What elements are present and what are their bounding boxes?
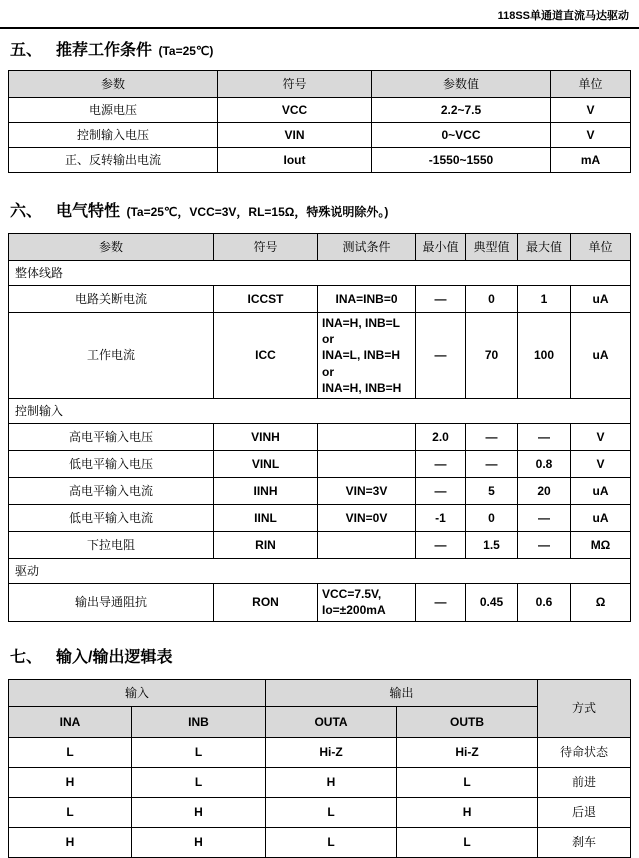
cell-symbol: RON [214, 583, 318, 621]
cell-value: 2.2~7.5 [372, 98, 551, 123]
header-cell-input-group: 输入 [9, 679, 266, 706]
cell-param: 输出导通阻抗 [9, 583, 214, 621]
cell-cond [318, 531, 416, 558]
cell-param: 低电平输入电压 [9, 450, 214, 477]
header-cell-outb: OUTB [397, 706, 538, 737]
cell-typ: 1.5 [466, 531, 518, 558]
cell-symbol: VINH [214, 423, 318, 450]
cell-min: -1 [416, 504, 466, 531]
table-subheader-row [9, 706, 631, 737]
cell-outa: H [266, 767, 397, 797]
cell-param: 高电平输入电流 [9, 477, 214, 504]
cell-symbol: ICCST [214, 286, 318, 313]
cell-unit: V [551, 123, 631, 148]
table-row [9, 477, 631, 504]
cell-typ: — [466, 450, 518, 477]
header-cell-param: 参数 [9, 234, 214, 261]
cell-cond [318, 450, 416, 477]
cell-min: — [416, 583, 466, 621]
header-cell-cond: 测试条件 [318, 234, 416, 261]
cell-unit: Ω [571, 583, 631, 621]
cell-max: 0.8 [518, 450, 571, 477]
recommended-conditions-table [8, 70, 631, 173]
cell-cond: INA=INB=0 [318, 286, 416, 313]
header-cell-output-group: 输出 [266, 679, 538, 706]
table-row [9, 767, 631, 797]
cell-symbol: IINH [214, 477, 318, 504]
cell-typ: 0.45 [466, 583, 518, 621]
cell-max: 20 [518, 477, 571, 504]
cell-unit: V [571, 423, 631, 450]
table-row [9, 98, 631, 123]
header-cell-value: 参数值 [372, 71, 551, 98]
section5-note: (Ta=25℃) [158, 44, 214, 58]
cell-inb: H [132, 797, 266, 827]
cell-param: 电源电压 [9, 98, 218, 123]
cell-typ: 70 [466, 313, 518, 399]
cell-symbol: Iout [218, 148, 372, 173]
doc-title: 118SS单通道直流马达驱动 [497, 10, 629, 22]
cond-line: Io=±200mA [322, 603, 386, 618]
header-cell-mode: 方式 [538, 679, 631, 737]
cell-outb: H [397, 797, 538, 827]
cell-max: — [518, 531, 571, 558]
table-row [9, 286, 631, 313]
cell-min: — [416, 286, 466, 313]
header-cell-ina: INA [9, 706, 132, 737]
cell-typ: — [466, 423, 518, 450]
io-logic-table [8, 679, 631, 858]
header-cell-symbol: 符号 [218, 71, 372, 98]
header-cell-min: 最小值 [416, 234, 466, 261]
cell-mode: 前进 [538, 767, 631, 797]
header-rule [0, 27, 639, 29]
section7-title: 输入/输出逻辑表 [56, 648, 173, 666]
header-cell-unit: 单位 [571, 234, 631, 261]
cell-mode: 待命状态 [538, 737, 631, 767]
cell-param: 低电平输入电流 [9, 504, 214, 531]
cell-max: 1 [518, 286, 571, 313]
table-row [9, 583, 631, 621]
doc-header [0, 0, 639, 27]
cell-inb: L [132, 737, 266, 767]
cell-unit: V [551, 98, 631, 123]
cell-unit: MΩ [571, 531, 631, 558]
cell-min: — [416, 477, 466, 504]
cond-line: INA=H, INB=H [322, 380, 402, 395]
cell-outb: Hi-Z [397, 737, 538, 767]
cond-line: INA=H, INB=L or [322, 316, 400, 347]
cell-outb: L [397, 767, 538, 797]
section5-number: 五、 [10, 42, 43, 59]
table-row [9, 313, 631, 399]
cell-inb: H [132, 827, 266, 857]
cell-max: — [518, 504, 571, 531]
table-header-row [9, 234, 631, 261]
cell-outa: Hi-Z [266, 737, 397, 767]
table-row [9, 450, 631, 477]
cell-outa: L [266, 797, 397, 827]
cell-unit: uA [571, 504, 631, 531]
group-label: 控制输入 [9, 398, 631, 423]
group-label: 驱动 [9, 558, 631, 583]
cond-line: INA=L, INB=H or [322, 348, 401, 379]
table-header-row [9, 71, 631, 98]
table-row [9, 737, 631, 767]
group-row-control [9, 398, 631, 423]
header-cell-symbol: 符号 [214, 234, 318, 261]
cell-inb: L [132, 767, 266, 797]
electrical-characteristics-table [8, 233, 631, 622]
cell-cond [318, 313, 416, 399]
cell-mode: 刹车 [538, 827, 631, 857]
cell-min: — [416, 313, 466, 399]
cell-min: 2.0 [416, 423, 466, 450]
cell-value: 0~VCC [372, 123, 551, 148]
table-row [9, 797, 631, 827]
cell-unit: uA [571, 313, 631, 399]
table-row [9, 123, 631, 148]
header-cell-param: 参数 [9, 71, 218, 98]
section6-heading [10, 202, 639, 222]
section6-title: 电气特性 [56, 203, 121, 220]
cell-mode: 后退 [538, 797, 631, 827]
group-row-overall [9, 261, 631, 286]
cell-param: 电路关断电流 [9, 286, 214, 313]
group-row-drive [9, 558, 631, 583]
cell-max: 0.6 [518, 583, 571, 621]
cell-ina: L [9, 797, 132, 827]
section5-heading [10, 41, 639, 61]
header-cell-typ: 典型值 [466, 234, 518, 261]
cell-min: — [416, 450, 466, 477]
cell-value: -1550~1550 [372, 148, 551, 173]
cell-param: 下拉电阻 [9, 531, 214, 558]
table-row [9, 423, 631, 450]
cell-unit: uA [571, 286, 631, 313]
header-cell-outa: OUTA [266, 706, 397, 737]
section5-title: 推荐工作条件 [56, 42, 153, 59]
table-group-header-row [9, 679, 631, 706]
cell-outa: L [266, 827, 397, 857]
cell-cond: VIN=3V [318, 477, 416, 504]
section7-heading [10, 648, 639, 668]
cell-cond [318, 583, 416, 621]
cell-param: 正、反转输出电流 [9, 148, 218, 173]
cell-ina: H [9, 767, 132, 797]
cond-line: VCC=7.5V, [322, 587, 382, 602]
cell-ina: H [9, 827, 132, 857]
cell-unit: V [571, 450, 631, 477]
cell-unit: mA [551, 148, 631, 173]
table-row [9, 504, 631, 531]
cell-symbol: IINL [214, 504, 318, 531]
cell-cond [318, 423, 416, 450]
cell-symbol: VINL [214, 450, 318, 477]
cell-typ: 0 [466, 286, 518, 313]
header-cell-unit: 单位 [551, 71, 631, 98]
section7-number: 七、 [10, 648, 43, 666]
section6-number: 六、 [10, 203, 43, 220]
group-label: 整体线路 [9, 261, 631, 286]
table-row [9, 827, 631, 857]
cell-symbol: VIN [218, 123, 372, 148]
cell-outb: L [397, 827, 538, 857]
cell-symbol: VCC [218, 98, 372, 123]
cell-typ: 0 [466, 504, 518, 531]
cell-param: 控制输入电压 [9, 123, 218, 148]
cell-max: — [518, 423, 571, 450]
table-row [9, 148, 631, 173]
table-row [9, 531, 631, 558]
cell-cond: VIN=0V [318, 504, 416, 531]
section6-note: (Ta=25℃，VCC=3V，RL=15Ω，特殊说明除外。) [126, 205, 389, 219]
cell-param: 高电平输入电压 [9, 423, 214, 450]
header-cell-max: 最大值 [518, 234, 571, 261]
cell-unit: uA [571, 477, 631, 504]
cell-symbol: ICC [214, 313, 318, 399]
cell-ina: L [9, 737, 132, 767]
cell-param: 工作电流 [9, 313, 214, 399]
cell-typ: 5 [466, 477, 518, 504]
cell-min: — [416, 531, 466, 558]
header-cell-inb: INB [132, 706, 266, 737]
cell-symbol: RIN [214, 531, 318, 558]
cell-max: 100 [518, 313, 571, 399]
